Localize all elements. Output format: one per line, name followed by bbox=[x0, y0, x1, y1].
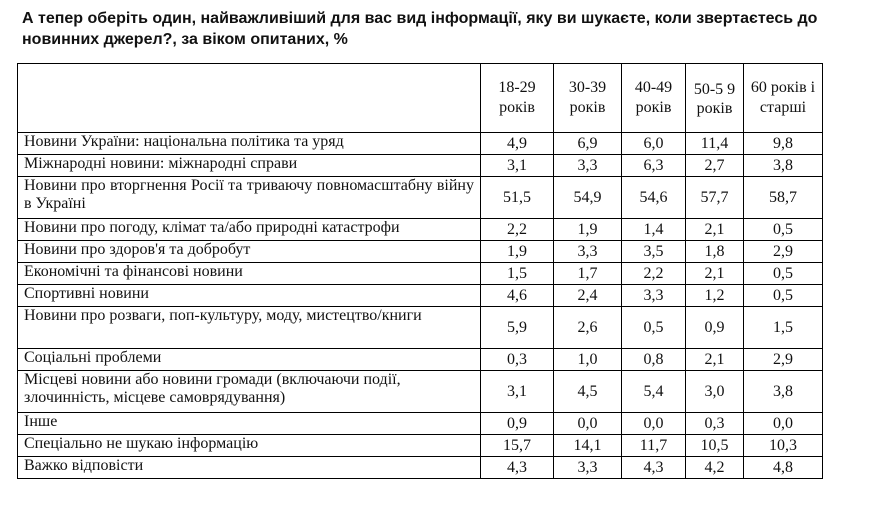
value-cell: 0,5 bbox=[744, 285, 823, 307]
value-cell: 1,9 bbox=[481, 241, 554, 263]
value-cell: 1,5 bbox=[744, 307, 823, 349]
value-cell: 1,8 bbox=[686, 241, 744, 263]
value-cell: 11,4 bbox=[686, 133, 744, 155]
value-cell: 0,5 bbox=[622, 307, 686, 349]
row-label: Міжнародні новини: міжнародні справи bbox=[18, 155, 481, 177]
row-label: Новини про вторгнення Росії та триваючу повномасштабну війну в Україні bbox=[18, 177, 481, 219]
value-cell: 9,8 bbox=[744, 133, 823, 155]
table-row bbox=[18, 133, 823, 155]
table-row bbox=[18, 177, 823, 219]
value-cell: 5,4 bbox=[622, 371, 686, 413]
value-cell: 58,7 bbox=[744, 177, 823, 219]
value-cell: 3,1 bbox=[481, 155, 554, 177]
value-cell: 4,5 bbox=[554, 371, 622, 413]
value-cell: 3,8 bbox=[744, 155, 823, 177]
value-cell: 15,7 bbox=[481, 435, 554, 457]
table-row bbox=[18, 241, 823, 263]
value-cell: 1,2 bbox=[686, 285, 744, 307]
row-label: Місцеві новини або новини громади (включаючи події, злочинність, місцеве самоврядування) bbox=[18, 371, 481, 413]
value-cell: 2,9 bbox=[744, 349, 823, 371]
value-cell: 3,1 bbox=[481, 371, 554, 413]
row-label: Новини про розваги, поп-культуру, моду, мистецтво/книги bbox=[18, 307, 481, 349]
value-cell: 2,7 bbox=[686, 155, 744, 177]
value-cell: 0,5 bbox=[744, 219, 823, 241]
value-cell: 1,9 bbox=[554, 219, 622, 241]
value-cell: 1,4 bbox=[622, 219, 686, 241]
value-cell: 0,9 bbox=[481, 413, 554, 435]
value-cell: 2,4 bbox=[554, 285, 622, 307]
value-cell: 54,9 bbox=[554, 177, 622, 219]
value-cell: 6,3 bbox=[622, 155, 686, 177]
value-cell: 0,3 bbox=[686, 413, 744, 435]
table-row bbox=[18, 435, 823, 457]
value-cell: 4,6 bbox=[481, 285, 554, 307]
value-cell: 11,7 bbox=[622, 435, 686, 457]
value-cell: 2,9 bbox=[744, 241, 823, 263]
value-cell: 0,0 bbox=[744, 413, 823, 435]
row-label: Новини про здоров'я та добробут bbox=[18, 241, 481, 263]
row-label: Економічні та фінансові новини bbox=[18, 263, 481, 285]
value-cell: 0,5 bbox=[744, 263, 823, 285]
header-empty-cell bbox=[18, 64, 481, 133]
table-row bbox=[18, 263, 823, 285]
row-label: Спеціально не шукаю інформацію bbox=[18, 435, 481, 457]
value-cell: 0,0 bbox=[554, 413, 622, 435]
value-cell: 4,2 bbox=[686, 457, 744, 479]
value-cell: 51,5 bbox=[481, 177, 554, 219]
value-cell: 2,1 bbox=[686, 349, 744, 371]
table-row bbox=[18, 285, 823, 307]
value-cell: 1,0 bbox=[554, 349, 622, 371]
header-age-18-29: 18-29 років bbox=[481, 64, 554, 133]
value-cell: 3,3 bbox=[554, 155, 622, 177]
row-label: Інше bbox=[18, 413, 481, 435]
value-cell: 2,2 bbox=[481, 219, 554, 241]
value-cell: 6,9 bbox=[554, 133, 622, 155]
table-row bbox=[18, 413, 823, 435]
header-age-30-39: 30-39 років bbox=[554, 64, 622, 133]
row-label: Соціальні проблеми bbox=[18, 349, 481, 371]
value-cell: 3,5 bbox=[622, 241, 686, 263]
page-title: А тепер оберіть один, найважливіший для вас вид інформації, яку ви шукаєте, коли звертаєтесь до новинних джерел?, за віком опитаних, % bbox=[22, 10, 818, 48]
value-cell: 10,5 bbox=[686, 435, 744, 457]
table-row bbox=[18, 371, 823, 413]
row-label: Важко відповісти bbox=[18, 457, 481, 479]
value-cell: 2,1 bbox=[686, 263, 744, 285]
value-cell: 10,3 bbox=[744, 435, 823, 457]
value-cell: 0,3 bbox=[481, 349, 554, 371]
table-row bbox=[18, 349, 823, 371]
table-row bbox=[18, 457, 823, 479]
value-cell: 14,1 bbox=[554, 435, 622, 457]
value-cell: 3,0 bbox=[686, 371, 744, 413]
value-cell: 1,7 bbox=[554, 263, 622, 285]
table-row bbox=[18, 307, 823, 349]
value-cell: 2,1 bbox=[686, 219, 744, 241]
value-cell: 54,6 bbox=[622, 177, 686, 219]
row-label: Новини України: національна політика та уряд bbox=[18, 133, 481, 155]
header-row bbox=[18, 64, 823, 133]
value-cell: 1,5 bbox=[481, 263, 554, 285]
value-cell: 4,3 bbox=[622, 457, 686, 479]
value-cell: 2,2 bbox=[622, 263, 686, 285]
header-age-40-49: 40-49 років bbox=[622, 64, 686, 133]
value-cell: 6,0 bbox=[622, 133, 686, 155]
value-cell: 4,8 bbox=[744, 457, 823, 479]
value-cell: 3,8 bbox=[744, 371, 823, 413]
value-cell: 3,3 bbox=[554, 241, 622, 263]
value-cell: 57,7 bbox=[686, 177, 744, 219]
value-cell: 4,9 bbox=[481, 133, 554, 155]
table-row bbox=[18, 219, 823, 241]
value-cell: 4,3 bbox=[481, 457, 554, 479]
value-cell: 3,3 bbox=[622, 285, 686, 307]
value-cell: 0,8 bbox=[622, 349, 686, 371]
value-cell: 5,9 bbox=[481, 307, 554, 349]
value-cell: 0,9 bbox=[686, 307, 744, 349]
row-label: Спортивні новини bbox=[18, 285, 481, 307]
table-row bbox=[18, 155, 823, 177]
value-cell: 2,6 bbox=[554, 307, 622, 349]
row-label: Новини про погоду, клімат та/або природні катастрофи bbox=[18, 219, 481, 241]
value-cell: 0,0 bbox=[622, 413, 686, 435]
header-age-60-plus: 60 років і старші bbox=[744, 64, 823, 133]
value-cell: 3,3 bbox=[554, 457, 622, 479]
header-age-50-59: 50-5 9 років bbox=[686, 64, 744, 133]
survey-table bbox=[17, 63, 823, 479]
